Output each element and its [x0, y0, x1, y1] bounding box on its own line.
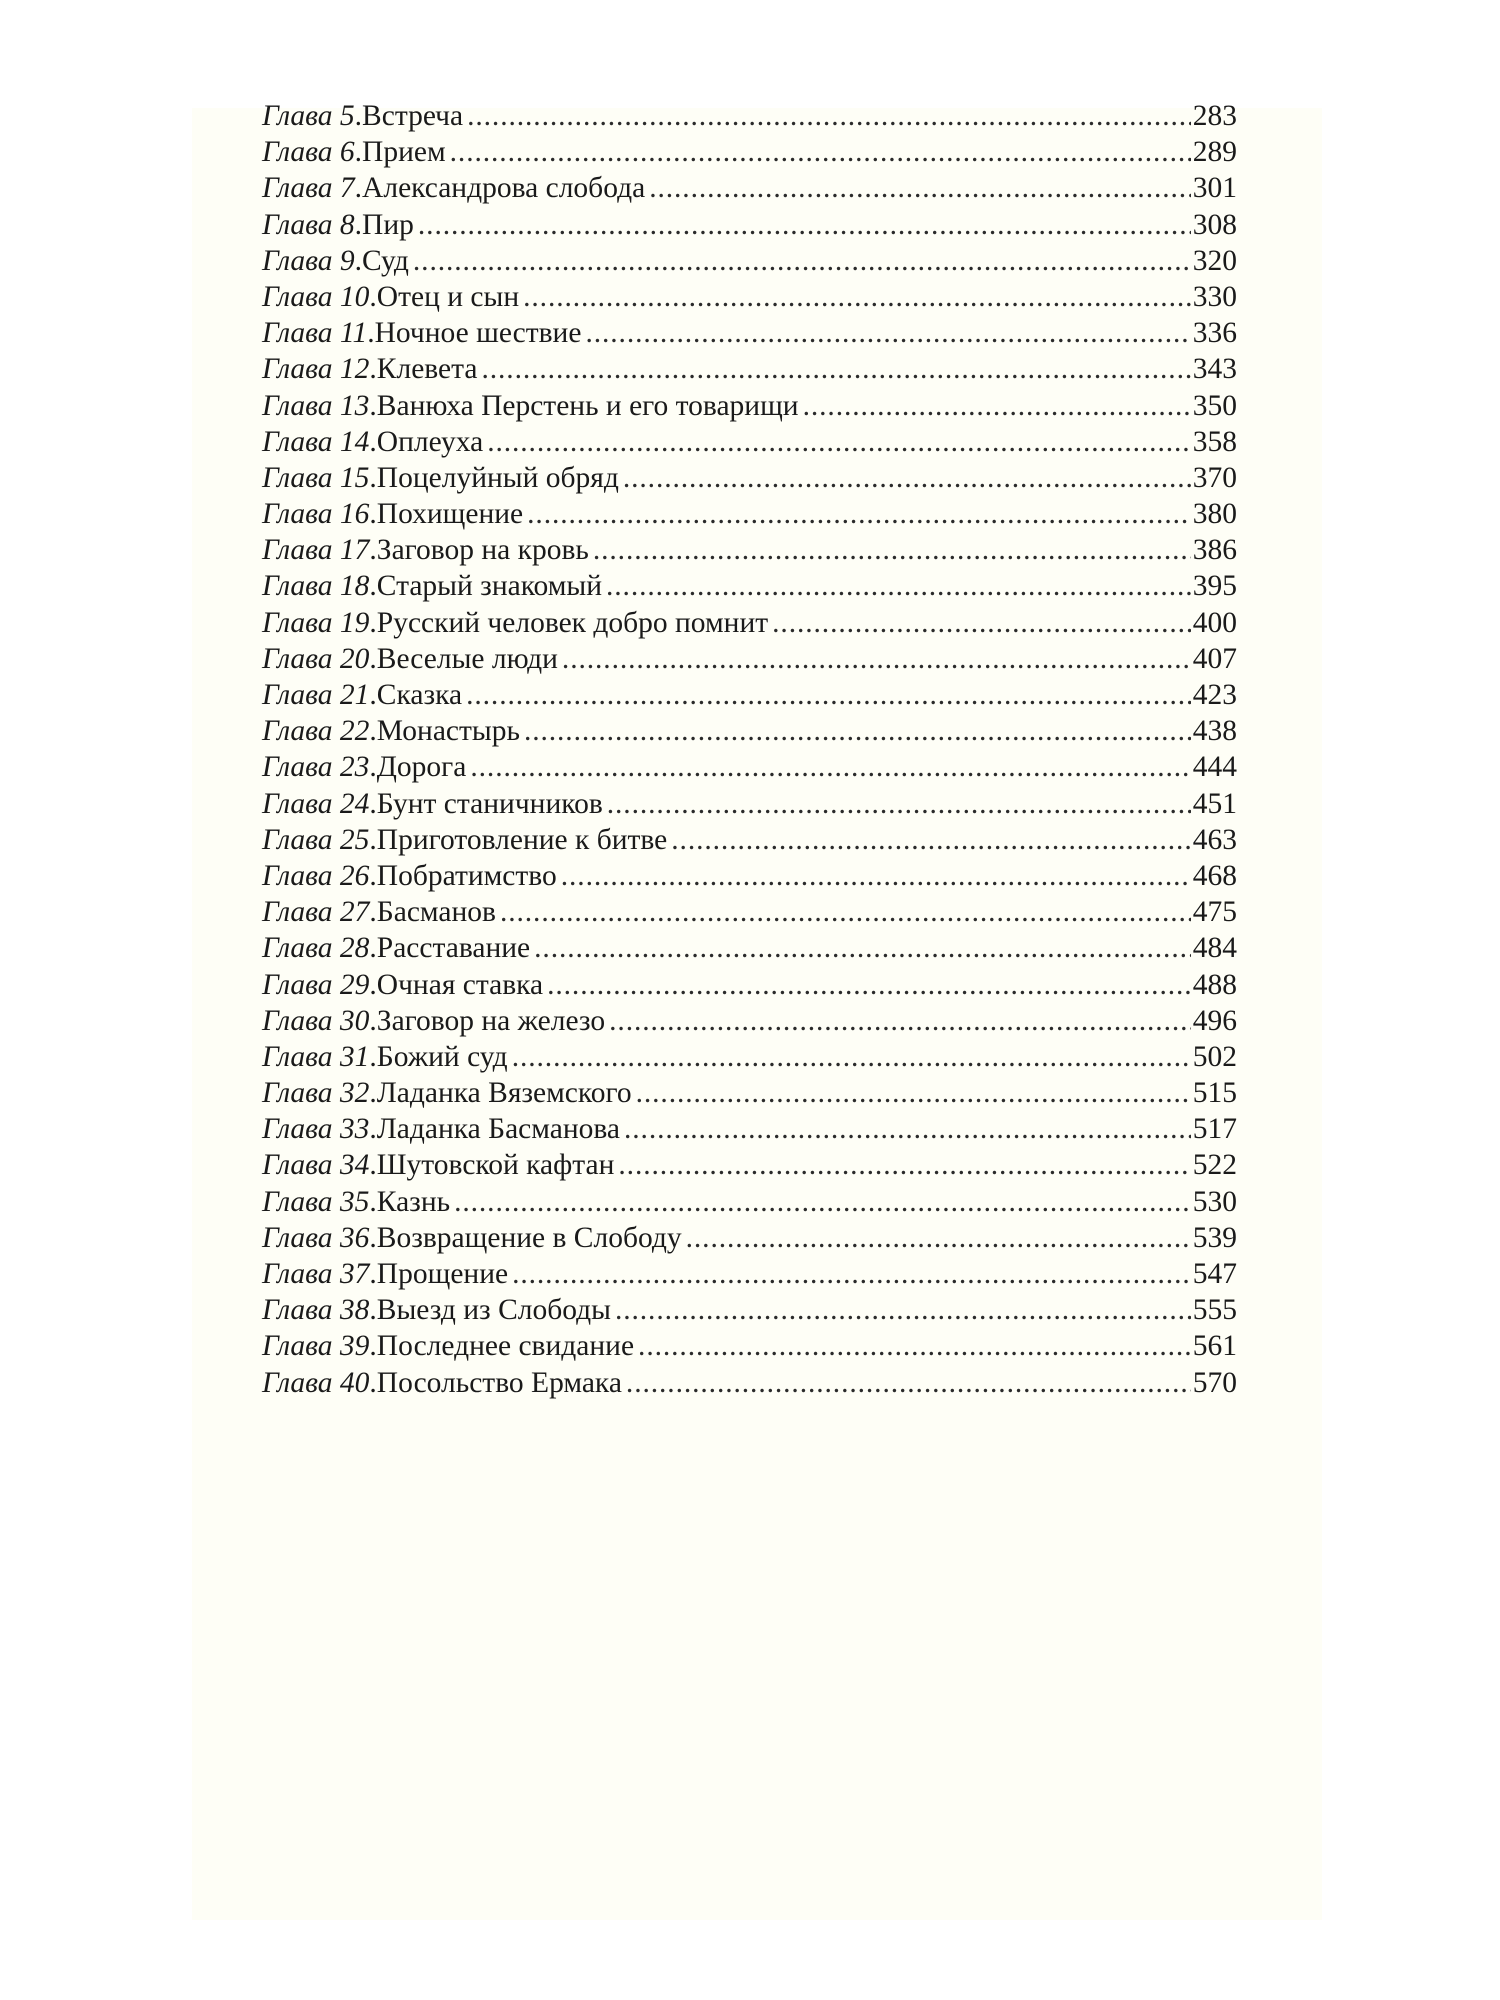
page-number: 451 — [1192, 787, 1237, 820]
dot-leader — [467, 98, 1191, 134]
dot-leader — [470, 749, 1190, 785]
chapter-label: Глава 35 — [262, 1185, 370, 1218]
toc-entry — [262, 1184, 1237, 1220]
page-number: 370 — [1192, 461, 1237, 494]
dot-leader — [615, 1292, 1191, 1328]
chapter-separator: . — [369, 1258, 377, 1290]
chapter-title: Встреча — [362, 100, 464, 132]
page-number: 320 — [1192, 244, 1237, 277]
chapter-separator: . — [369, 823, 377, 856]
chapter-label: Глава 8 — [262, 208, 355, 241]
chapter-label: Глава 14 — [262, 425, 370, 458]
chapter-separator: . — [369, 1040, 377, 1073]
chapter-label: Глава 10 — [262, 280, 370, 313]
chapter-separator: . — [369, 498, 377, 531]
toc-entry — [262, 98, 1237, 134]
dot-leader — [534, 930, 1191, 966]
chapter-title: Ванюха Перстень и его товарищи — [376, 389, 799, 422]
chapter-separator: . — [369, 679, 377, 711]
chapter-separator: . — [369, 1330, 377, 1363]
chapter-separator: . — [369, 570, 377, 603]
chapter-separator: . — [369, 859, 377, 892]
dot-leader — [481, 351, 1190, 387]
toc-entry — [262, 1003, 1237, 1039]
chapter-label: Глава 39 — [262, 1330, 370, 1363]
page-number: 283 — [1192, 100, 1237, 132]
page-number: 561 — [1192, 1330, 1237, 1363]
toc-entry — [262, 1111, 1237, 1147]
dot-leader — [454, 1184, 1191, 1220]
dot-leader — [527, 496, 1191, 532]
chapter-separator: . — [369, 1185, 377, 1218]
dot-leader — [623, 460, 1191, 496]
chapter-title: Казнь — [376, 1185, 451, 1218]
chapter-label: Глава 38 — [262, 1294, 370, 1327]
dot-leader — [413, 243, 1191, 279]
dot-leader — [607, 786, 1191, 822]
chapter-title: Заговор на кровь — [376, 534, 589, 567]
page-number: 502 — [1192, 1040, 1237, 1073]
chapter-label: Глава 12 — [262, 353, 370, 386]
toc-entry — [262, 1220, 1237, 1256]
toc-entry — [262, 1147, 1237, 1183]
chapter-title: Последнее свидание — [376, 1330, 635, 1363]
chapter-separator: . — [369, 606, 377, 639]
chapter-label: Глава 34 — [262, 1149, 370, 1182]
chapter-title: Похищение — [376, 498, 524, 531]
dot-leader — [512, 1256, 1191, 1292]
toc-entry — [262, 1039, 1237, 1075]
toc-entry — [262, 460, 1237, 496]
page-number: 336 — [1192, 317, 1237, 350]
chapter-title: Выезд из Слободы — [376, 1294, 611, 1327]
page-number: 515 — [1192, 1077, 1237, 1110]
chapter-separator: . — [369, 1004, 377, 1037]
dot-leader — [671, 822, 1190, 858]
dot-leader — [500, 894, 1191, 930]
chapter-title: Бунт станичников — [376, 787, 603, 820]
dot-leader — [803, 388, 1191, 424]
chapter-separator: . — [369, 353, 377, 386]
dot-leader — [450, 134, 1191, 170]
page-number: 539 — [1192, 1221, 1237, 1254]
chapter-label: Глава 17 — [262, 534, 370, 567]
chapter-label: Глава 9 — [262, 244, 355, 277]
toc-entry — [262, 170, 1237, 206]
dot-leader — [772, 605, 1191, 641]
chapter-separator: . — [369, 1221, 377, 1254]
chapter-separator: . — [367, 317, 375, 350]
page-number: 289 — [1192, 136, 1237, 169]
toc-entry — [262, 1075, 1237, 1111]
chapter-separator: . — [369, 1077, 377, 1110]
page-number: 350 — [1192, 389, 1237, 422]
chapter-label: Глава 22 — [262, 715, 370, 748]
dot-leader — [593, 532, 1191, 568]
chapter-label: Глава 31 — [262, 1040, 370, 1073]
chapter-title: Прием — [362, 136, 446, 169]
page-number: 555 — [1192, 1294, 1237, 1327]
chapter-title: Поцелуйный обряд — [376, 461, 619, 494]
dot-leader — [638, 1328, 1191, 1364]
page-number: 475 — [1192, 896, 1237, 929]
page-number: 358 — [1192, 425, 1237, 458]
chapter-label: Глава 26 — [262, 859, 370, 892]
chapter-label: Глава 15 — [262, 461, 370, 494]
chapter-label: Глава 18 — [262, 570, 370, 603]
dot-leader — [466, 677, 1191, 713]
toc-entry — [262, 388, 1237, 424]
chapter-label: Глава 37 — [262, 1258, 370, 1290]
toc-entry — [262, 677, 1237, 713]
page-number: 407 — [1192, 642, 1237, 675]
chapter-title: Приготовление к битве — [376, 823, 668, 856]
chapter-label: Глава 36 — [262, 1221, 370, 1254]
chapter-label: Глава 27 — [262, 896, 370, 929]
page-number: 530 — [1192, 1185, 1237, 1218]
page-number: 547 — [1192, 1258, 1237, 1290]
chapter-label: Глава 20 — [262, 642, 370, 675]
chapter-title: Прощение — [376, 1258, 509, 1290]
dot-leader — [636, 1075, 1191, 1111]
page-number: 522 — [1192, 1149, 1237, 1182]
dot-leader — [524, 713, 1191, 749]
toc-entry — [262, 134, 1237, 170]
chapter-title: Басманов — [376, 896, 496, 929]
chapter-label: Глава 25 — [262, 823, 370, 856]
page-number: 488 — [1192, 968, 1237, 1001]
toc-entry — [262, 315, 1237, 351]
dot-leader — [512, 1039, 1191, 1075]
chapter-title: Заговор на железо — [376, 1004, 606, 1037]
page-number: 308 — [1192, 208, 1237, 241]
chapter-label: Глава 13 — [262, 389, 370, 422]
chapter-label: Глава 40 — [262, 1366, 370, 1399]
chapter-title: Божий суд — [376, 1040, 508, 1073]
chapter-title: Оплеуха — [376, 425, 484, 458]
dot-leader — [609, 1003, 1191, 1039]
toc-entry — [262, 605, 1237, 641]
chapter-separator: . — [354, 100, 363, 132]
chapter-separator: . — [354, 136, 363, 169]
chapter-label: Глава 23 — [262, 751, 370, 784]
chapter-separator: . — [369, 787, 377, 820]
toc-entry — [262, 532, 1237, 568]
chapter-separator: . — [369, 425, 377, 458]
table-of-contents — [262, 98, 1237, 1401]
dot-leader — [418, 207, 1191, 243]
page-number: 330 — [1192, 280, 1237, 313]
chapter-separator: . — [369, 280, 377, 313]
chapter-title: Пир — [362, 208, 414, 241]
chapter-separator: . — [369, 1113, 377, 1146]
chapter-title: Веселые люди — [376, 642, 558, 675]
toc-entry — [262, 1256, 1237, 1292]
dot-leader — [649, 170, 1191, 206]
toc-entry — [262, 207, 1237, 243]
toc-entry — [262, 1365, 1237, 1401]
page-number: 395 — [1192, 570, 1237, 603]
toc-entry — [262, 930, 1237, 966]
chapter-separator: . — [369, 534, 377, 567]
dot-leader — [626, 1365, 1191, 1401]
dot-leader — [562, 641, 1191, 677]
chapter-separator: . — [369, 461, 377, 494]
chapter-separator: . — [369, 1294, 377, 1327]
chapter-separator: . — [369, 1149, 377, 1182]
chapter-title: Старый знакомый — [376, 570, 602, 603]
page-number: 570 — [1192, 1366, 1237, 1399]
chapter-title: Ладанка Вяземского — [376, 1077, 632, 1110]
chapter-separator: . — [354, 208, 363, 241]
chapter-title: Расставание — [376, 932, 531, 965]
chapter-label: Глава 11 — [262, 317, 368, 350]
toc-entry — [262, 713, 1237, 749]
chapter-label: Глава 33 — [262, 1113, 370, 1146]
toc-entry — [262, 243, 1237, 279]
chapter-title: Клевета — [376, 353, 478, 386]
chapter-label: Глава 24 — [262, 787, 370, 820]
chapter-label: Глава 32 — [262, 1077, 370, 1110]
chapter-title: Александрова слобода — [362, 172, 646, 205]
page-number: 400 — [1192, 606, 1237, 639]
page-number: 438 — [1192, 715, 1237, 748]
chapter-label: Глава 29 — [262, 968, 370, 1001]
toc-entry — [262, 749, 1237, 785]
chapter-separator: . — [369, 1366, 377, 1399]
page-number: 423 — [1192, 679, 1237, 711]
toc-entry — [262, 894, 1237, 930]
page-number: 496 — [1192, 1004, 1237, 1037]
toc-entry — [262, 1328, 1237, 1364]
chapter-label: Глава 6 — [262, 136, 355, 169]
dot-leader — [561, 858, 1191, 894]
chapter-title: Ладанка Басманова — [376, 1113, 620, 1146]
toc-entry — [262, 496, 1237, 532]
chapter-title: Возвращение в Слободу — [376, 1221, 682, 1254]
page-number: 444 — [1192, 751, 1237, 784]
toc-entry — [262, 786, 1237, 822]
chapter-label: Глава 7 — [262, 172, 355, 205]
chapter-title: Очная ставка — [376, 968, 544, 1001]
dot-leader — [585, 315, 1190, 351]
chapter-separator: . — [369, 751, 377, 784]
chapter-title: Посольство Ермака — [376, 1366, 622, 1399]
chapter-title: Дорога — [376, 751, 467, 784]
chapter-label: Глава 30 — [262, 1004, 370, 1037]
page-number: 517 — [1192, 1113, 1237, 1146]
toc-entry — [262, 351, 1237, 387]
chapter-title: Русский человек добро помнит — [376, 606, 769, 639]
toc-entry — [262, 822, 1237, 858]
page-number: 343 — [1192, 353, 1237, 386]
chapter-separator: . — [369, 968, 377, 1001]
chapter-separator: . — [354, 244, 363, 277]
toc-entry — [262, 967, 1237, 1003]
chapter-title: Побратимство — [376, 859, 557, 892]
chapter-label: Глава 28 — [262, 932, 370, 965]
toc-entry — [262, 1292, 1237, 1328]
toc-entry — [262, 568, 1237, 604]
chapter-separator: . — [369, 896, 377, 929]
chapter-label: Глава 5 — [262, 100, 355, 132]
page-number: 380 — [1192, 498, 1237, 531]
dot-leader — [523, 279, 1191, 315]
chapter-title: Суд — [362, 244, 409, 277]
page-number: 301 — [1192, 172, 1237, 205]
dot-leader — [487, 424, 1191, 460]
page-number: 468 — [1192, 859, 1237, 892]
page-number: 484 — [1192, 932, 1237, 965]
dot-leader — [624, 1111, 1191, 1147]
toc-entry — [262, 858, 1237, 894]
chapter-label: Глава 16 — [262, 498, 370, 531]
page-number: 386 — [1192, 534, 1237, 567]
chapter-title: Ночное шествие — [374, 317, 582, 350]
dot-leader — [686, 1220, 1191, 1256]
chapter-separator: . — [369, 932, 377, 965]
chapter-separator: . — [354, 172, 363, 205]
page-number: 463 — [1192, 823, 1237, 856]
chapter-label: Глава 19 — [262, 606, 370, 639]
chapter-label: Глава 21 — [262, 679, 370, 711]
dot-leader — [618, 1147, 1190, 1183]
toc-entry — [262, 279, 1237, 315]
chapter-title: Монастырь — [376, 715, 520, 748]
dot-leader — [606, 568, 1191, 604]
dot-leader — [547, 967, 1191, 1003]
toc-entry — [262, 641, 1237, 677]
chapter-title: Шутовской кафтан — [376, 1149, 615, 1182]
chapter-title: Отец и сын — [376, 280, 520, 313]
chapter-separator: . — [369, 715, 377, 748]
toc-entry — [262, 424, 1237, 460]
chapter-separator: . — [369, 642, 377, 675]
chapter-separator: . — [369, 389, 377, 422]
chapter-title: Сказка — [376, 679, 463, 711]
